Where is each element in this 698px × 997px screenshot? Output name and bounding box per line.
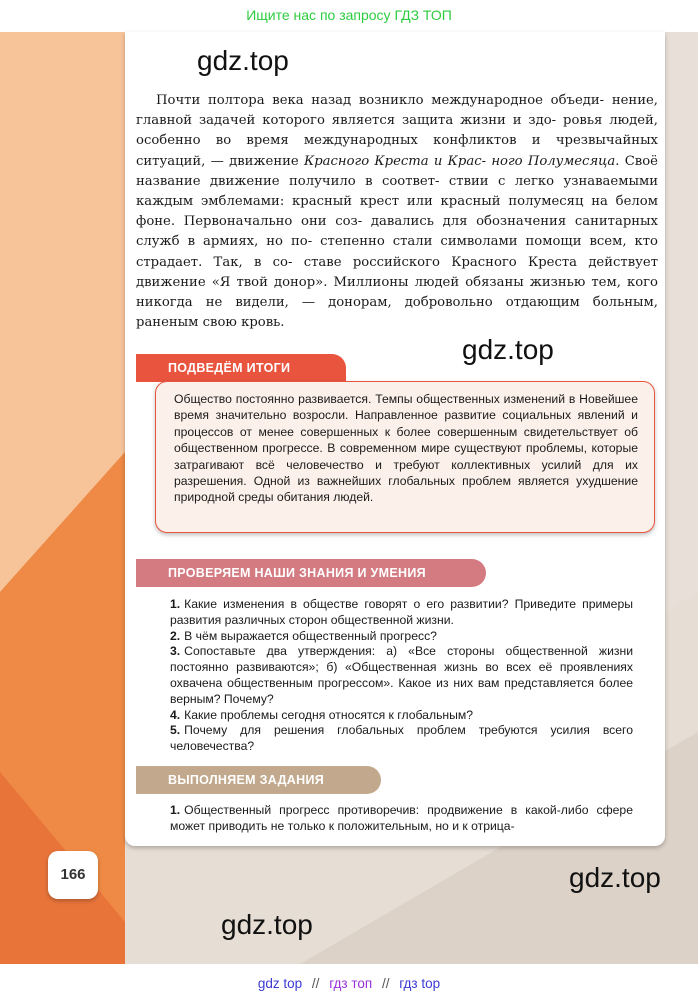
watermark: gdz.top [197,45,289,76]
footer-separator: // [311,976,320,991]
tasks-heading: ВЫПОЛНЯЕМ ЗАДАНИЯ [136,766,381,794]
watermark: gdz.top [569,862,661,893]
question-item: 3. Сопоставьте два утверждения: а) «Все стороны общественной жизни постоянно развиваются»; б) «Общественная жизнь во всех её проявлениях охвачена общественным прогрессом». Какое из них вам представляется более верным? Почему? [170,644,633,706]
summary-box [155,381,655,533]
page-number: 166 [48,851,98,899]
emphasis-red-crescent: ного Полумесяца [491,153,616,169]
watermark: gdz.top [221,909,313,940]
summary-text: Общество постоянно развивается. Темпы общественных изменений в Новейшее время значительно возросли. Направленное развитие социальных явлений и процессов от менее совершенных к более совершенным свидетельствует об общественном прогрессе. В современном мире существуют проблемы, которые затрагивают всё человечество и требуют коллективных усилий для их разрешения. Одной из важнейших глобальных проблем является ухудшение природной среды обитания людей. [174,392,638,505]
footer-link[interactable]: gdz top [257,976,303,991]
top-banner-text: Ищите нас по запросу ГДЗ ТОП [246,7,452,23]
summary-heading: ПОДВЕДЁМ ИТОГИ [136,354,346,382]
question-item: 5. Почему для решения глобальных проблем требуются усилия всего человечества? [170,723,633,754]
question-item: 4. Какие проблемы сегодня относятся к глобальным? [170,707,474,722]
questions-heading: ПРОВЕРЯЕМ НАШИ ЗНАНИЯ И УМЕНИЯ [136,559,486,587]
footer-links [0,964,698,997]
question-item: 1. Какие изменения в обществе говорят о его развитии? Приведите примеры развития различных сторон общественной жизни. [170,597,633,627]
watermark: gdz.top [462,334,554,365]
footer-separator: // [381,976,390,991]
intro-paragraph: Почти полтора века назад возникло международное объеди- нение, главной задачей которого является защита жизни и здо- ровья людей, особенно во время международных конфликтов и чрезвычайных ситуаций, — движение Красного Креста и Крас- ного Полумесяца. Своё название движение получило в соответ- ствии с легко узнаваемыми каждым эмблемами: красный крест или красный полумесяц на белом фоне. Первоначально они соз- давались для обозначения санитарных служб в армиях, но по- степенно стали символами помощи всем, кто страдает. Так, в со- ставе российского Красного Креста действует движение «Я твой донор». Миллионы людей обязаны жизнью тем, кого никогда не видели, — донорам, добровольно отдающим больным, раненым свою кровь. [136,93,658,331]
question-item: 2. В чём выражается общественный прогресс? [170,628,437,643]
footer-link[interactable]: гдз top [399,976,441,991]
footer-link[interactable]: гдз топ [329,976,373,991]
top-banner [0,0,698,32]
questions-list [170,597,633,755]
emphasis-red-cross: Красного Креста и Крас- [304,153,487,169]
task-item: 1. Общественный прогресс противоречив: продвижение в какой-либо сфере может приводить не только к положительным, но и к отрица- [170,803,633,833]
